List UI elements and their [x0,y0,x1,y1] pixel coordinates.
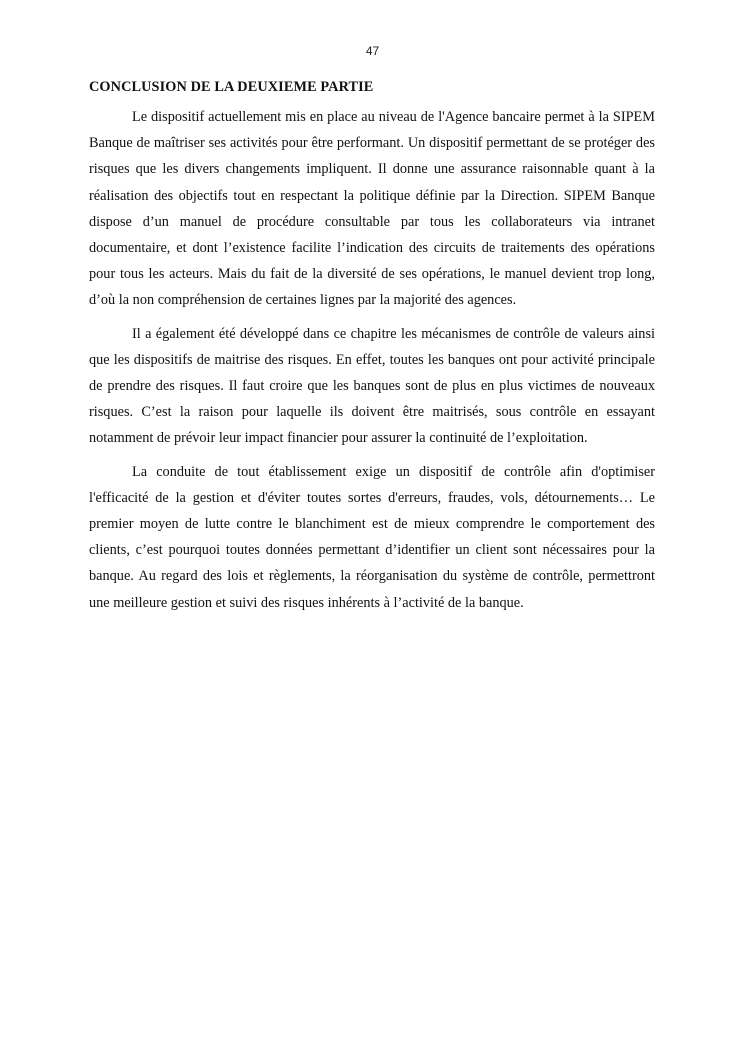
paragraph-2: Il a également été développé dans ce chapitre les mécanismes de contrôle de valeurs ainsi que les dispositifs de maitrise des risques. En effet, toutes les banques ont pour activité principale de prendre des risques. Il faut croire que les banques sont de plus en plus victimes de nouveaux risques. C’est la raison pour laquelle ils doivent être maitrisés, sous contrôle en essayant notamment de prévoir leur impact financier pour assurer la continuité de l’exploitation. [89,325,655,447]
page-content [89,76,655,623]
section-heading: CONCLUSION DE LA DEUXIEME PARTIE [89,79,374,95]
page-number: 47 [365,44,380,58]
paragraph-3: La conduite de tout établissement exige un dispositif de contrôle afin d'optimiser l'efficacité de la gestion et d'éviter toutes sortes d'erreurs, fraudes, vols, détournements… Le premier moyen de lutte contre le blanchiment est de mieux comprendre le comportement des clients, c’est pourquoi toutes données permettant d’identifier un client sont nécessaires pour la banque. Au regard des lois et règlements, la réorganisation du système de contrôle, permettront une meilleure gestion et suivi des risques inhérents à l’activité de la banque. [89,463,655,611]
paragraph-1: Le dispositif actuellement mis en place au niveau de l'Agence bancaire permet à la SIPEM Banque de maîtriser ses activités pour être performant. Un dispositif permettant de se protéger des risques que les divers changements impliquent. Il donne une assurance raisonnable quant à la réalisation des objectifs tout en respectant la politique définie par la Direction. SIPEM Banque dispose d’un manuel de procédure consultable par tous les collaborateurs via intranet documentaire, et dont l’existence facilite l’indication des circuits de traitements des opérations pour tous les acteurs. Mais du fait de la diversité de ses opérations, le manuel devient trop long, d’où la non compréhension de certaines lignes par la majorité des agences. [89,109,655,309]
